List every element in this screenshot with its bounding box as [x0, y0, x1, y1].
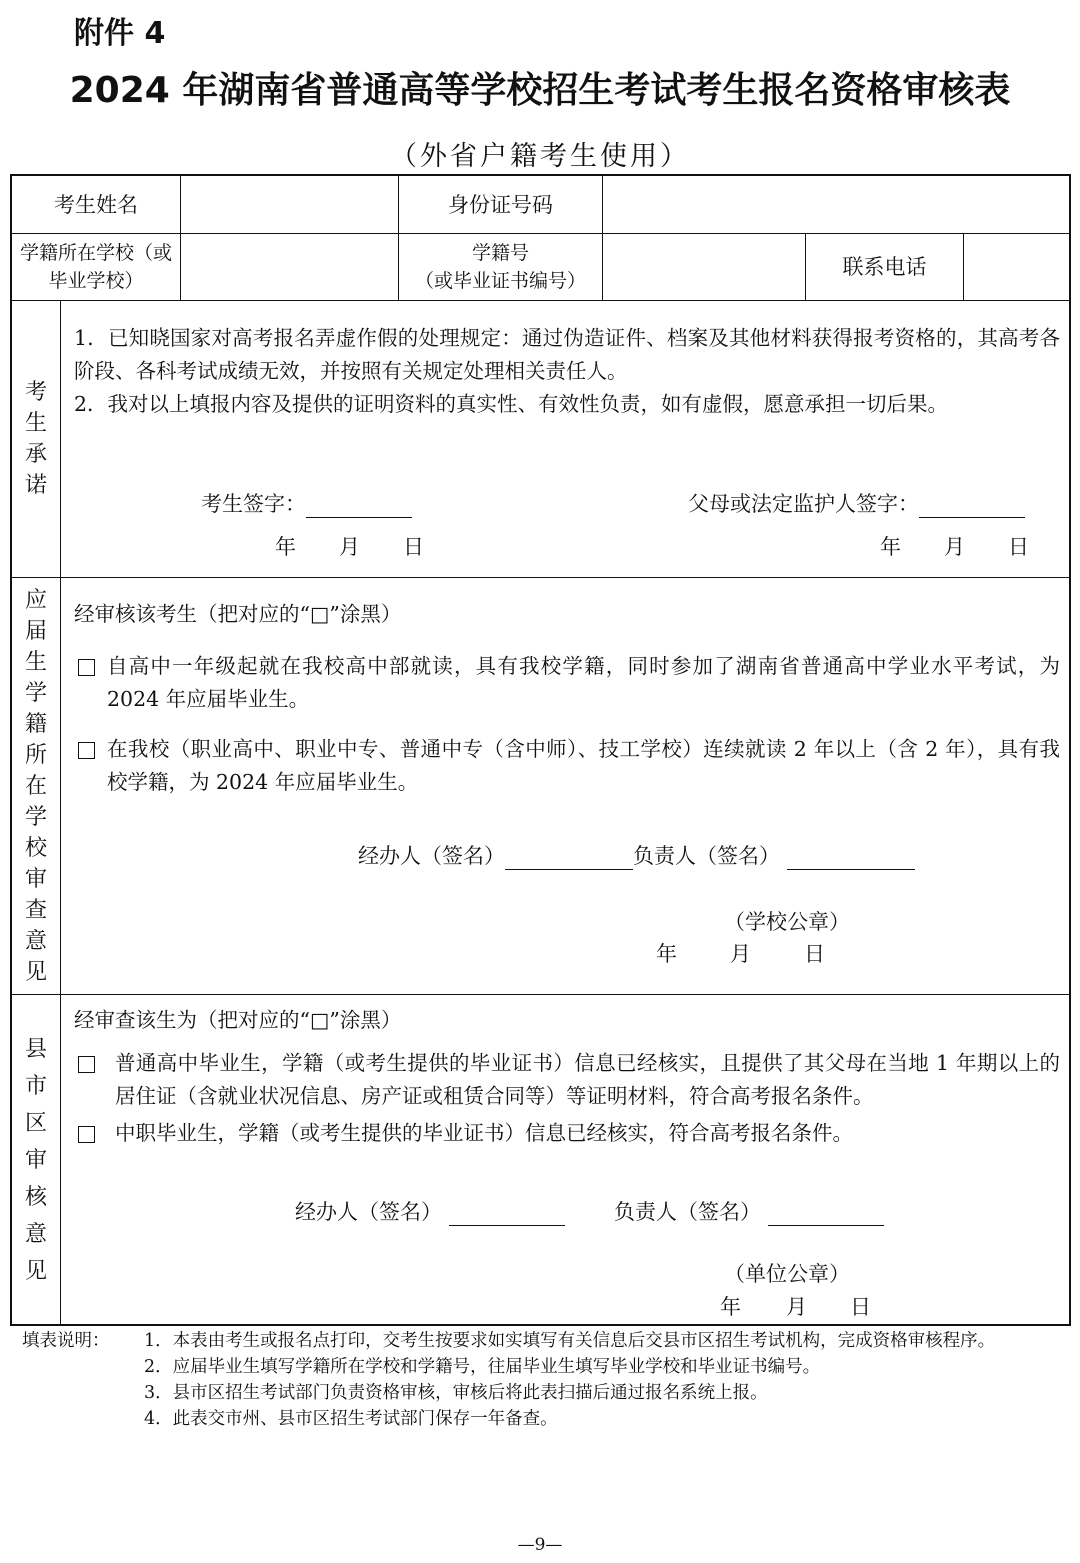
school-option-2[interactable]: [78, 733, 1060, 799]
student-sign-day: 日: [403, 535, 424, 559]
page-subtitle: （外省户籍考生使用）: [390, 141, 690, 172]
county-option-1-checkbox[interactable]: [78, 1056, 95, 1073]
parent-sign-year: 年: [880, 535, 901, 559]
school-field[interactable]: [181, 234, 398, 300]
student-number-label-line2: （或毕业证书编号）: [414, 270, 586, 292]
phone-field[interactable]: [964, 234, 1069, 300]
note-item: 2．应届毕业生填写学籍所在学校和学籍号，往届毕业生填写毕业学校和毕业证书编号。: [144, 1357, 821, 1377]
student-signature-label: 考生签字：: [201, 492, 306, 516]
school-review-day: 日: [804, 942, 825, 966]
county-leader-label: 负责人（签名）: [614, 1200, 761, 1224]
student-signature-line[interactable]: [306, 495, 412, 518]
county-option-1-text: 普通高中毕业生，学籍（或考生提供的毕业证书）信息已经核实，且提供了其父母在当地 1 年期以上的居住证（含就业状况信息、房产证或租赁合同等）等证明材料，符合高考报名条件。: [115, 1051, 1060, 1108]
note-item: 3．县市区招生考试部门负责资格审核，审核后将此表扫描后通过报名系统上报。: [144, 1383, 768, 1403]
student-number-label-line1: 学籍号: [471, 242, 529, 264]
school-leader-line[interactable]: [787, 847, 915, 870]
page-number: —9—: [517, 1535, 563, 1555]
school-handler-label: 经办人（签名）: [358, 844, 505, 868]
student-number-field[interactable]: [603, 234, 805, 300]
note-item: 4．此表交市州、县市区招生考试部门保存一年备查。: [144, 1409, 558, 1429]
school-signatures: [358, 840, 915, 870]
county-handler-line[interactable]: [449, 1203, 565, 1226]
parent-signature-line[interactable]: [919, 495, 1025, 518]
county-seal: （单位公章）: [724, 1262, 850, 1286]
school-label-line1: 学籍所在学校（或: [19, 242, 172, 264]
note-item: 1．本表由考生或报名点打印，交考生按要求如实填写有关信息后交县市区招生考试机构，完成资格审核程序。: [144, 1331, 996, 1351]
school-handler-line[interactable]: [505, 847, 633, 870]
county-review-month: 月: [786, 1295, 807, 1319]
county-leader-line[interactable]: [768, 1203, 884, 1226]
county-option-2-checkbox[interactable]: [78, 1126, 95, 1143]
attachment-label: 附件 4: [74, 16, 166, 51]
school-option-2-checkbox[interactable]: [78, 742, 95, 759]
student-sign-year: 年: [275, 535, 296, 559]
label-column-divider: [60, 300, 61, 1326]
id-number-field[interactable]: [603, 176, 1069, 233]
school-review-year: 年: [656, 942, 677, 966]
school-review-intro: 经审核该考生（把对应的“□”涂黑）: [74, 602, 402, 626]
county-review-year: 年: [720, 1295, 741, 1319]
county-review-section-label: 县 市 区 审 核 意 见: [24, 1037, 47, 1284]
school-review-section-label: 应 届 生 学 籍 所 在 学 校 审 查 意 见: [24, 587, 47, 985]
row-divider: [12, 300, 1069, 301]
school-option-1-text: 自高中一年级起就在我校高中部就读，具有我校学籍，同时参加了湖南省普通高中学业水平考试，为 2024 年应届毕业生。: [107, 654, 1060, 711]
county-review-intro: 经审查该生为（把对应的“□”涂黑）: [74, 1008, 402, 1032]
school-option-1[interactable]: [78, 650, 1060, 716]
row-divider: [12, 994, 1069, 995]
review-form: [10, 174, 1071, 1326]
county-leader: [614, 1196, 884, 1226]
county-review-day: 日: [850, 1295, 871, 1319]
parent-sign-day: 日: [1008, 535, 1029, 559]
county-option-2[interactable]: [78, 1117, 1060, 1150]
school-option-2-text: 在我校（职业高中、职业中专、普通中专（含中师）、技工学校）连续就读 2 年以上（含 2 年），具有我校学籍，为 2024 年应届毕业生。: [107, 737, 1060, 794]
school-review-month: 月: [730, 942, 751, 966]
id-number-label: 身份证号码: [448, 192, 553, 217]
pledge-section-label: 考 生 承 诺: [24, 380, 47, 498]
school-label: [12, 234, 180, 300]
page-title: 2024 年湖南省普通高等学校招生考试考生报名资格审核表: [69, 70, 1011, 111]
parent-signature[interactable]: [688, 488, 1025, 518]
county-option-2-text: 中职毕业生，学籍（或考生提供的毕业证书）信息已经核实，符合高考报名条件。: [115, 1121, 853, 1145]
student-number-label: [399, 234, 602, 300]
pledge-item-2: 2．我对以上填报内容及提供的证明资料的真实性、有效性负责，如有虚假，愿意承担一切后果。: [74, 392, 949, 416]
notes-label: 填表说明：: [22, 1331, 110, 1351]
county-option-1[interactable]: [78, 1047, 1060, 1113]
notes-list: [144, 1328, 1044, 1432]
row-divider: [12, 577, 1069, 578]
school-option-1-checkbox[interactable]: [78, 659, 95, 676]
school-leader-label: 负责人（签名）: [633, 844, 780, 868]
school-seal: （学校公章）: [724, 910, 850, 934]
parent-signature-label: 父母或法定监护人签字：: [688, 492, 919, 516]
pledge-item-1: 1．已知晓国家对高考报名弄虚作假的处理规定：通过伪造证件、档案及其他材料获得报考资格的，其高考各阶段、各科考试成绩无效，并按照有关规定处理相关责任人。: [74, 326, 1060, 383]
student-signature[interactable]: [201, 488, 412, 518]
county-handler-label: 经办人（签名）: [295, 1200, 442, 1224]
name-label: 考生姓名: [54, 192, 138, 217]
school-label-line2: 毕业学校）: [48, 270, 144, 292]
name-field[interactable]: [181, 176, 398, 233]
phone-label: 联系电话: [842, 255, 927, 279]
student-sign-month: 月: [339, 535, 360, 559]
parent-sign-month: 月: [944, 535, 965, 559]
county-handler: [295, 1196, 565, 1226]
